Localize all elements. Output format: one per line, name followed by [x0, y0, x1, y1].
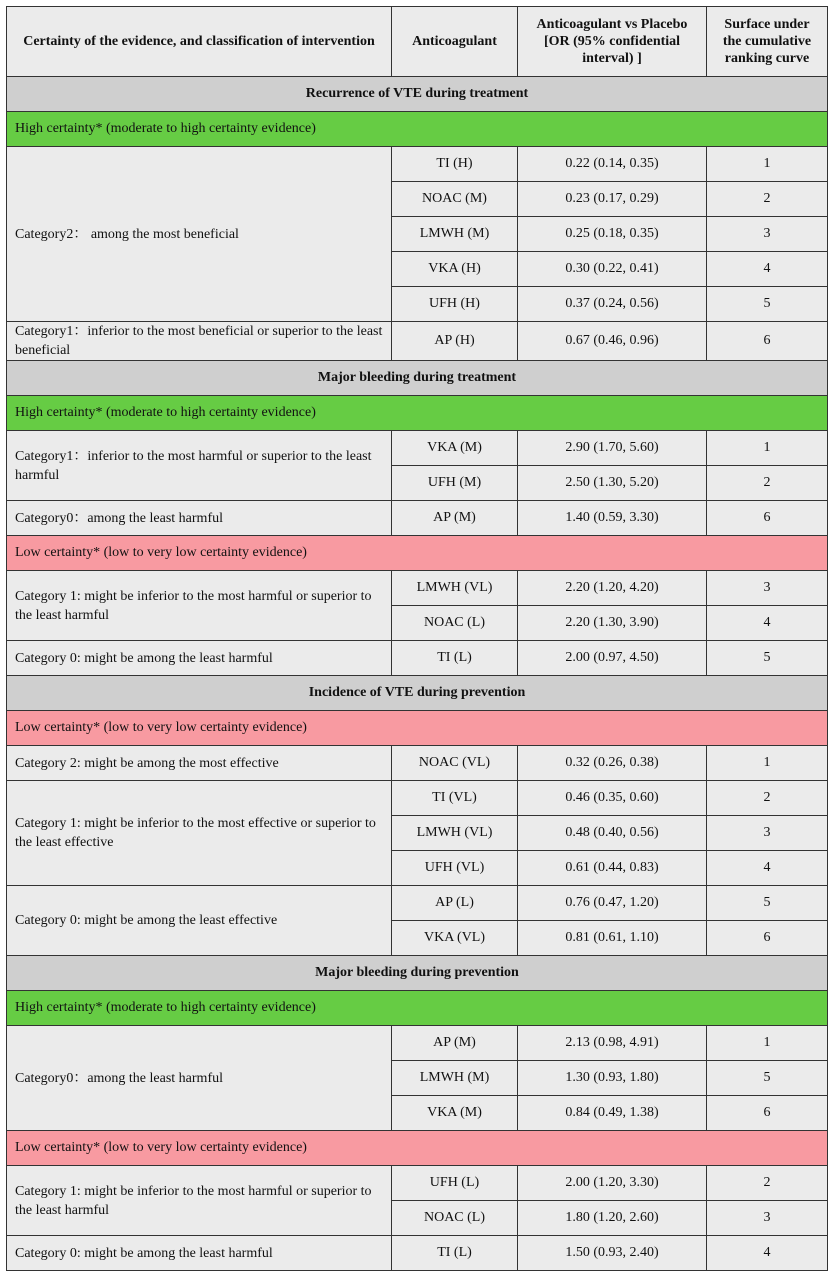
anticoagulant-cell: UFH (H) — [392, 287, 518, 322]
odds-ratio-cell: 1.40 (0.59, 3.30) — [518, 501, 707, 536]
sucra-rank-cell: 2 — [707, 781, 828, 816]
odds-ratio-cell: 0.76 (0.47, 1.20) — [518, 886, 707, 921]
sucra-rank-cell: 1 — [707, 1026, 828, 1061]
category-cell: Category 2: might be among the most effective — [7, 746, 392, 781]
sucra-rank-cell: 3 — [707, 571, 828, 606]
odds-ratio-cell: 0.22 (0.14, 0.35) — [518, 147, 707, 182]
sucra-rank-cell: 2 — [707, 466, 828, 501]
low-certainty-row — [7, 711, 828, 746]
header-anticoagulant: Anticoagulant — [392, 7, 518, 77]
table-row — [7, 431, 828, 466]
sucra-rank-cell: 4 — [707, 252, 828, 287]
anticoagulant-cell: UFH (L) — [392, 1166, 518, 1201]
odds-ratio-cell: 0.32 (0.26, 0.38) — [518, 746, 707, 781]
section-row — [7, 956, 828, 991]
category-cell: Category0：among the least harmful — [7, 1026, 392, 1131]
sucra-rank-cell: 4 — [707, 1236, 828, 1271]
section-title: Recurrence of VTE during treatment — [7, 77, 828, 112]
sucra-rank-cell: 6 — [707, 921, 828, 956]
odds-ratio-cell: 0.25 (0.18, 0.35) — [518, 217, 707, 252]
table-row — [7, 147, 828, 182]
odds-ratio-cell: 0.84 (0.49, 1.38) — [518, 1096, 707, 1131]
category-cell: Category 1: might be inferior to the most harmful or superior to the least harmful — [7, 1166, 392, 1236]
odds-ratio-cell: 0.30 (0.22, 0.41) — [518, 252, 707, 287]
odds-ratio-cell: 2.00 (0.97, 4.50) — [518, 641, 707, 676]
table-row — [7, 501, 828, 536]
anticoagulant-cell: AP (M) — [392, 1026, 518, 1061]
table-row — [7, 1236, 828, 1271]
section-title: Incidence of VTE during prevention — [7, 676, 828, 711]
evidence-table — [6, 6, 828, 1271]
section-row — [7, 676, 828, 711]
anticoagulant-cell: LMWH (VL) — [392, 571, 518, 606]
category-cell: Category0：among the least harmful — [7, 501, 392, 536]
low-certainty-row — [7, 536, 828, 571]
certainty-label: Low certainty* (low to very low certainty evidence) — [7, 711, 828, 746]
odds-ratio-cell: 2.13 (0.98, 4.91) — [518, 1026, 707, 1061]
table-header-row — [7, 7, 828, 77]
anticoagulant-cell: UFH (M) — [392, 466, 518, 501]
sucra-rank-cell: 6 — [707, 501, 828, 536]
sucra-rank-cell: 4 — [707, 851, 828, 886]
odds-ratio-cell: 1.30 (0.93, 1.80) — [518, 1061, 707, 1096]
anticoagulant-cell: VKA (VL) — [392, 921, 518, 956]
sucra-rank-cell: 2 — [707, 1166, 828, 1201]
sucra-rank-cell: 6 — [707, 1096, 828, 1131]
odds-ratio-cell: 2.50 (1.30, 5.20) — [518, 466, 707, 501]
table-body — [7, 77, 828, 1271]
anticoagulant-cell: LMWH (M) — [392, 217, 518, 252]
odds-ratio-cell: 0.81 (0.61, 1.10) — [518, 921, 707, 956]
high-certainty-row — [7, 991, 828, 1026]
anticoagulant-cell: NOAC (L) — [392, 1201, 518, 1236]
sucra-rank-cell: 5 — [707, 1061, 828, 1096]
odds-ratio-cell: 2.20 (1.30, 3.90) — [518, 606, 707, 641]
category-cell: Category 1: might be inferior to the most effective or superior to the least effective — [7, 781, 392, 886]
table-row — [7, 322, 828, 361]
category-cell: Category1：inferior to the most beneficial or superior to the least beneficial — [7, 322, 392, 361]
anticoagulant-cell: TI (L) — [392, 1236, 518, 1271]
anticoagulant-cell: NOAC (L) — [392, 606, 518, 641]
anticoagulant-cell: UFH (VL) — [392, 851, 518, 886]
section-title: Major bleeding during treatment — [7, 361, 828, 396]
anticoagulant-cell: VKA (H) — [392, 252, 518, 287]
odds-ratio-cell: 2.90 (1.70, 5.60) — [518, 431, 707, 466]
anticoagulant-cell: TI (L) — [392, 641, 518, 676]
table-row — [7, 571, 828, 606]
sucra-rank-cell: 2 — [707, 182, 828, 217]
table-row — [7, 1026, 828, 1061]
section-row — [7, 77, 828, 112]
sucra-rank-cell: 3 — [707, 217, 828, 252]
sucra-rank-cell: 6 — [707, 322, 828, 361]
odds-ratio-cell: 0.67 (0.46, 0.96) — [518, 322, 707, 361]
table-row — [7, 781, 828, 816]
sucra-rank-cell: 3 — [707, 816, 828, 851]
category-cell: Category 0: might be among the least harmful — [7, 1236, 392, 1271]
sucra-rank-cell: 5 — [707, 886, 828, 921]
sucra-rank-cell: 1 — [707, 431, 828, 466]
certainty-label: Low certainty* (low to very low certainty evidence) — [7, 536, 828, 571]
header-certainty: Certainty of the evidence, and classification of intervention — [7, 7, 392, 77]
sucra-rank-cell: 3 — [707, 1201, 828, 1236]
odds-ratio-cell: 1.80 (1.20, 2.60) — [518, 1201, 707, 1236]
section-title: Major bleeding during prevention — [7, 956, 828, 991]
category-cell: Category1：inferior to the most harmful or superior to the least harmful — [7, 431, 392, 501]
anticoagulant-cell: NOAC (VL) — [392, 746, 518, 781]
anticoagulant-cell: NOAC (M) — [392, 182, 518, 217]
high-certainty-row — [7, 112, 828, 147]
odds-ratio-cell: 0.37 (0.24, 0.56) — [518, 287, 707, 322]
header-sucra: Surface under the cumulative ranking curve — [707, 7, 828, 77]
anticoagulant-cell: VKA (M) — [392, 1096, 518, 1131]
sucra-rank-cell: 5 — [707, 287, 828, 322]
anticoagulant-cell: AP (H) — [392, 322, 518, 361]
high-certainty-row — [7, 396, 828, 431]
category-cell: Category 0: might be among the least effective — [7, 886, 392, 956]
anticoagulant-cell: AP (M) — [392, 501, 518, 536]
odds-ratio-cell: 0.23 (0.17, 0.29) — [518, 182, 707, 217]
anticoagulant-cell: VKA (M) — [392, 431, 518, 466]
odds-ratio-cell: 0.46 (0.35, 0.60) — [518, 781, 707, 816]
odds-ratio-cell: 2.20 (1.20, 4.20) — [518, 571, 707, 606]
category-cell: Category 1: might be inferior to the most harmful or superior to the least harmful — [7, 571, 392, 641]
anticoagulant-cell: AP (L) — [392, 886, 518, 921]
sucra-rank-cell: 4 — [707, 606, 828, 641]
anticoagulant-cell: TI (VL) — [392, 781, 518, 816]
certainty-label: High certainty* (moderate to high certainty evidence) — [7, 112, 828, 147]
anticoagulant-cell: TI (H) — [392, 147, 518, 182]
category-cell: Category 0: might be among the least harmful — [7, 641, 392, 676]
odds-ratio-cell: 0.61 (0.44, 0.83) — [518, 851, 707, 886]
sucra-rank-cell: 1 — [707, 746, 828, 781]
anticoagulant-cell: LMWH (M) — [392, 1061, 518, 1096]
sucra-rank-cell: 5 — [707, 641, 828, 676]
certainty-label: Low certainty* (low to very low certainty evidence) — [7, 1131, 828, 1166]
table-row — [7, 746, 828, 781]
certainty-label: High certainty* (moderate to high certainty evidence) — [7, 991, 828, 1026]
sucra-rank-cell: 1 — [707, 147, 828, 182]
table-row — [7, 886, 828, 921]
certainty-label: High certainty* (moderate to high certainty evidence) — [7, 396, 828, 431]
anticoagulant-cell: LMWH (VL) — [392, 816, 518, 851]
odds-ratio-cell: 0.48 (0.40, 0.56) — [518, 816, 707, 851]
table-row — [7, 1166, 828, 1201]
table-row — [7, 641, 828, 676]
section-row — [7, 361, 828, 396]
odds-ratio-cell: 1.50 (0.93, 2.40) — [518, 1236, 707, 1271]
odds-ratio-cell: 2.00 (1.20, 3.30) — [518, 1166, 707, 1201]
low-certainty-row — [7, 1131, 828, 1166]
header-odds-ratio: Anticoagulant vs Placebo [OR (95% confidential interval) ] — [518, 7, 707, 77]
category-cell: Category2： among the most beneficial — [7, 147, 392, 322]
